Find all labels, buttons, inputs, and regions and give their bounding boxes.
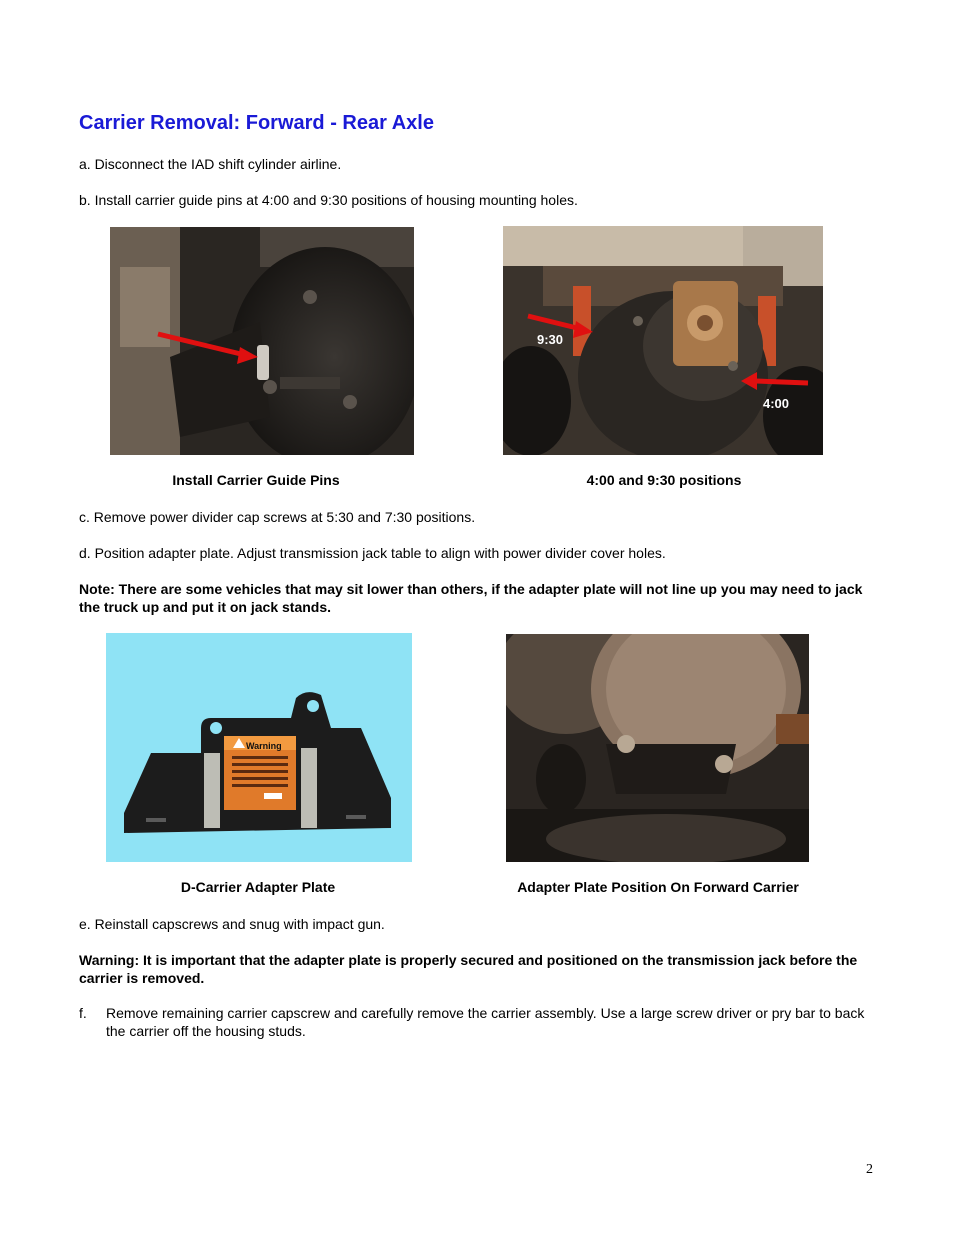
step-a: a. Disconnect the IAD shift cylinder airline. [79, 156, 342, 172]
warning: Warning: It is important that the adapter plate is properly secured and positioned on the transmission jack before the carrier is removed. [79, 952, 858, 986]
caption-positions: 4:00 and 9:30 positions [586, 472, 742, 488]
page-title: Carrier Removal: Forward - Rear Axle [79, 112, 434, 134]
note: Note: There are some vehicles that may sit lower than others, if the adapter plate will not line up you may need to jack the truck up and put it on jack stands. [79, 581, 863, 615]
step-f-letter: f. [79, 1005, 87, 1021]
forward-carrier-photo [506, 634, 809, 862]
caption-guide-pins: Install Carrier Guide Pins [172, 472, 340, 488]
step-f-body: Remove remaining carrier capscrew and carefully remove the carrier assembly. Use a large screw driver or pry bar to back the carrier off the housing studs. [106, 1005, 865, 1039]
adapter-plate-photo [106, 633, 412, 862]
step-b: b. Install carrier guide pins at 4:00 and 9:30 positions of housing mounting holes. [79, 192, 578, 208]
step-e: e. Reinstall capscrews and snug with impact gun. [79, 916, 385, 932]
step-d: d. Position adapter plate. Adjust transmission jack table to align with power divider cover holes. [79, 545, 666, 561]
page-number: 2 [866, 1162, 873, 1177]
positions-photo [503, 226, 823, 455]
label-400: 4:00 [763, 396, 790, 411]
label-930: 9:30 [537, 332, 564, 347]
guide-pins-photo [110, 227, 414, 455]
step-c: c. Remove power divider cap screws at 5:30 and 7:30 positions. [79, 509, 476, 525]
caption-adapter-plate: D-Carrier Adapter Plate [180, 879, 336, 895]
caption-forward-carrier: Adapter Plate Position On Forward Carrier [517, 879, 799, 895]
decal-warning-text: Warning [246, 741, 282, 751]
